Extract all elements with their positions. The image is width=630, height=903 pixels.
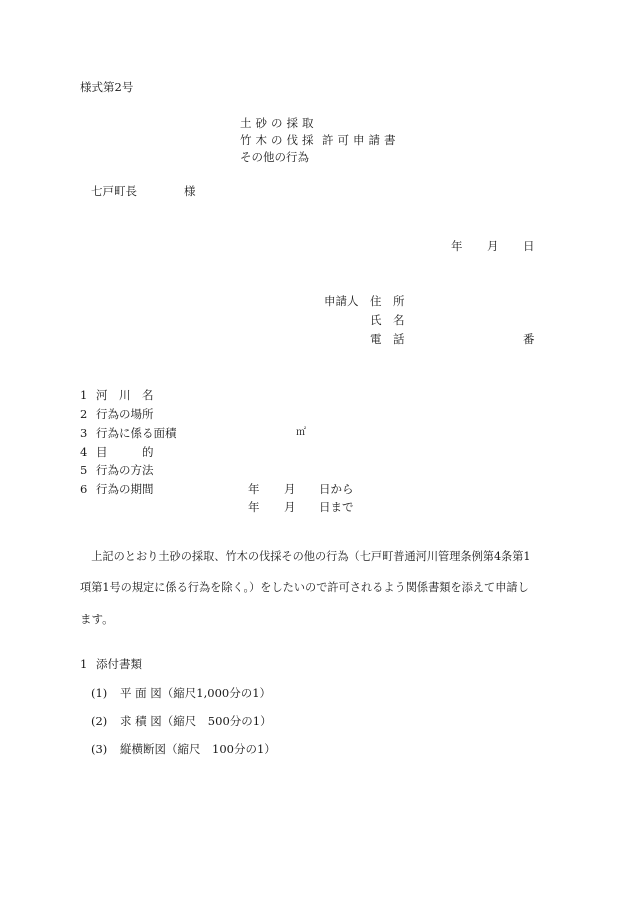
body-text-line: ます。: [80, 612, 114, 626]
date-month: 月: [487, 239, 499, 253]
item-number: 2: [80, 407, 88, 421]
title-option-tree-felling: 竹木の伐採: [240, 133, 318, 147]
title-option-other-acts: その他の行為: [240, 150, 309, 164]
item-label-method: 行為の方法: [96, 463, 154, 477]
body-text-line: 項第1号の規定に係る行為を除く。）をしたいので許可されるよう関係書類を添えて申請し: [80, 581, 529, 594]
period-to-year: 年: [248, 500, 260, 514]
applicant-phone-label: 電 話: [370, 332, 405, 346]
attachments-heading: 添付書類: [96, 657, 142, 671]
item-label-period: 行為の期間: [96, 482, 154, 496]
title-option-soil-extraction: 土砂の採取: [240, 116, 318, 130]
item-number: 6: [80, 482, 88, 496]
applicant-phone-suffix: 番: [523, 332, 535, 346]
period-to-month: 月: [284, 500, 296, 514]
attachment-item: 求 積 図（縮尺 500分の1）: [120, 714, 272, 728]
attachments-number: 1: [80, 657, 88, 671]
item-area-unit: ㎡: [296, 427, 306, 438]
item-number: 5: [80, 463, 88, 477]
applicant-name-label: 氏 名: [370, 313, 405, 327]
form-number: 様式第2号: [80, 80, 134, 94]
attachment-item: 平 面 図（縮尺1,000分の1）: [120, 686, 272, 700]
item-number: 3: [80, 426, 88, 440]
title-suffix: 許可申請書: [322, 133, 400, 147]
attachment-number: (1): [91, 686, 108, 700]
applicant-role: 申請人: [324, 294, 359, 308]
item-label-area: 行為に係る面積: [96, 426, 177, 440]
item-number: 4: [80, 445, 88, 459]
item-label-river-name: 河 川 名: [96, 388, 154, 402]
period-to-day: 日まで: [319, 500, 354, 514]
attachment-number: (2): [91, 714, 108, 728]
date-year: 年: [451, 239, 463, 253]
item-label-purpose: 目 的: [96, 445, 154, 459]
period-from-day: 日から: [319, 482, 354, 496]
attachment-item: 縦横断図（縮尺 100分の1）: [120, 742, 276, 756]
attachment-number: (3): [91, 742, 108, 756]
addressee-honorific: 様: [184, 184, 196, 198]
body-text-line: 上記のとおり土砂の採取、竹木の伐採その他の行為（七戸町普通河川管理条例第4条第1: [80, 550, 531, 563]
period-from-month: 月: [284, 482, 296, 496]
applicant-address-label: 住 所: [370, 294, 405, 308]
item-label-location: 行為の場所: [96, 407, 154, 421]
addressee-name: 七戸町長: [91, 184, 137, 198]
period-from-year: 年: [248, 482, 260, 496]
date-day: 日: [523, 239, 535, 253]
item-number: 1: [80, 388, 88, 402]
